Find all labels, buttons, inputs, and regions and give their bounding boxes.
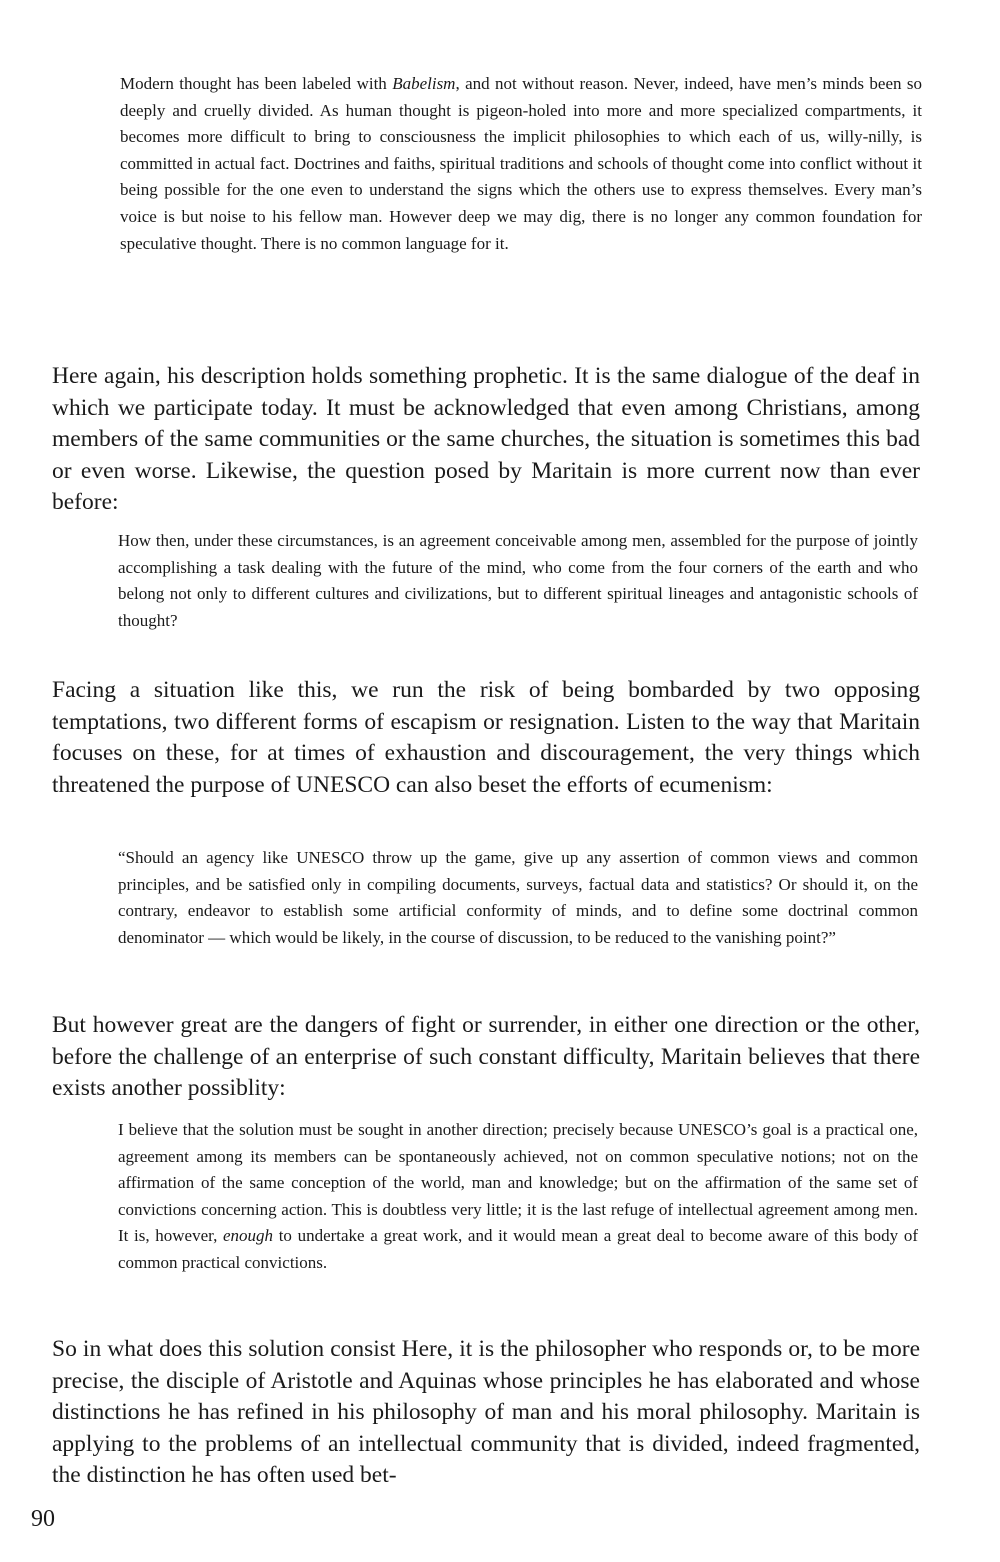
quote-text: I believe that the solution must be sought in another direction; precisely because UNESCO’s goal is a practical one, agreement among its members can be spontaneously achieved, not on common speculative notions; not on the affirmation of the same conception of the world, man and knowledge; but on the affirmation of the same set of convictions concerning action. This is doubtless very little; it is the last refuge of intellectual agreement among men. It is, however, (118, 1120, 918, 1246)
quote-text: , and not without reason. Never, indeed, have men’s minds been so deeply and cruelly divided. As human thought is pigeon-holed into more and more specialized compartments, it becomes more difficult to bring to consciousness the implicit philosophies to which each of us, willy-nilly, is committed in actual fact. Doctrines and faiths, spiritual traditions and schools of thought come into conflict without it being possible for the one even to understand the signs which the others use to express themselves. Every man’s voice is but noise to his fellow man. However deep we may dig, there is no longer any common foundation for speculative thought. There is no common language for it. (120, 74, 922, 253)
quote-text: to undertake a great work, and it would mean a great deal to become aware of this body of common practical convictions. (118, 1226, 918, 1272)
block-quote-unesco: “Should an agency like UNESCO throw up the game, give up any assertion of common views and common principles, and be satisfied only in compiling documents, surveys, factual data and statistics? Or should it, on the contrary, endeavor to establish some artificial conformity of minds, and to define some doctrinal common denominator — which would be likely, in the course of discussion, to be reduced to the vanishing point?” (118, 848, 918, 947)
paragraph-philosopher: So in what does this solution consist Here, it is the philosopher who responds or, to be more precise, the disciple of Aristotle and Aquinas whose principles he has elaborated and whose distinctions he has refined in his philosophy of man and his moral philosophy. Maritain is applying to the problems of an intellectual community that is divided, indeed fragmented, the distinction he has often used bet- (52, 1336, 920, 1489)
block-quote-agreement: How then, under these circumstances, is an agreement conceivable among men, assembled for the purpose of jointly accomplishing a task dealing with the future of the mind, who come from the four corners of the earth and who belong not only to different cultures and civilizations, but to different spiritual lineages and antagonistic schools of thought? (118, 531, 918, 630)
paragraph-prophetic: Here again, his description holds something prophetic. It is the same dialogue of the deaf in which we participate today. It must be acknowledged that even among Christians, among members of the same communities or the same churches, the situation is sometimes this bad or even worse. Likewise, the question posed by Maritain is more current now than ever before: (52, 363, 920, 516)
block-quote-solution (118, 1117, 918, 1277)
block-quote-babelism (120, 71, 922, 257)
paragraph-temptations: Facing a situation like this, we run the risk of being bombarded by two opposing temptations, two different forms of escapism or resignation. Listen to the way that Maritain focuses on these, for at times of exhaustion and discouragement, the very things which threatened the purpose of UNESCO can also beset the efforts of ecumenism: (52, 677, 920, 798)
emphasis-babelism: Babelism (392, 74, 456, 93)
page-number: 90 (31, 1506, 55, 1532)
emphasis-enough: enough (223, 1226, 274, 1246)
paragraph-possibility: But however great are the dangers of fight or surrender, in either one direction or the other, before the challenge of an enterprise of such constant difficulty, Maritain believes that there exists another possiblity: (52, 1012, 920, 1102)
quote-text: Modern thought has been labeled with (120, 74, 393, 93)
